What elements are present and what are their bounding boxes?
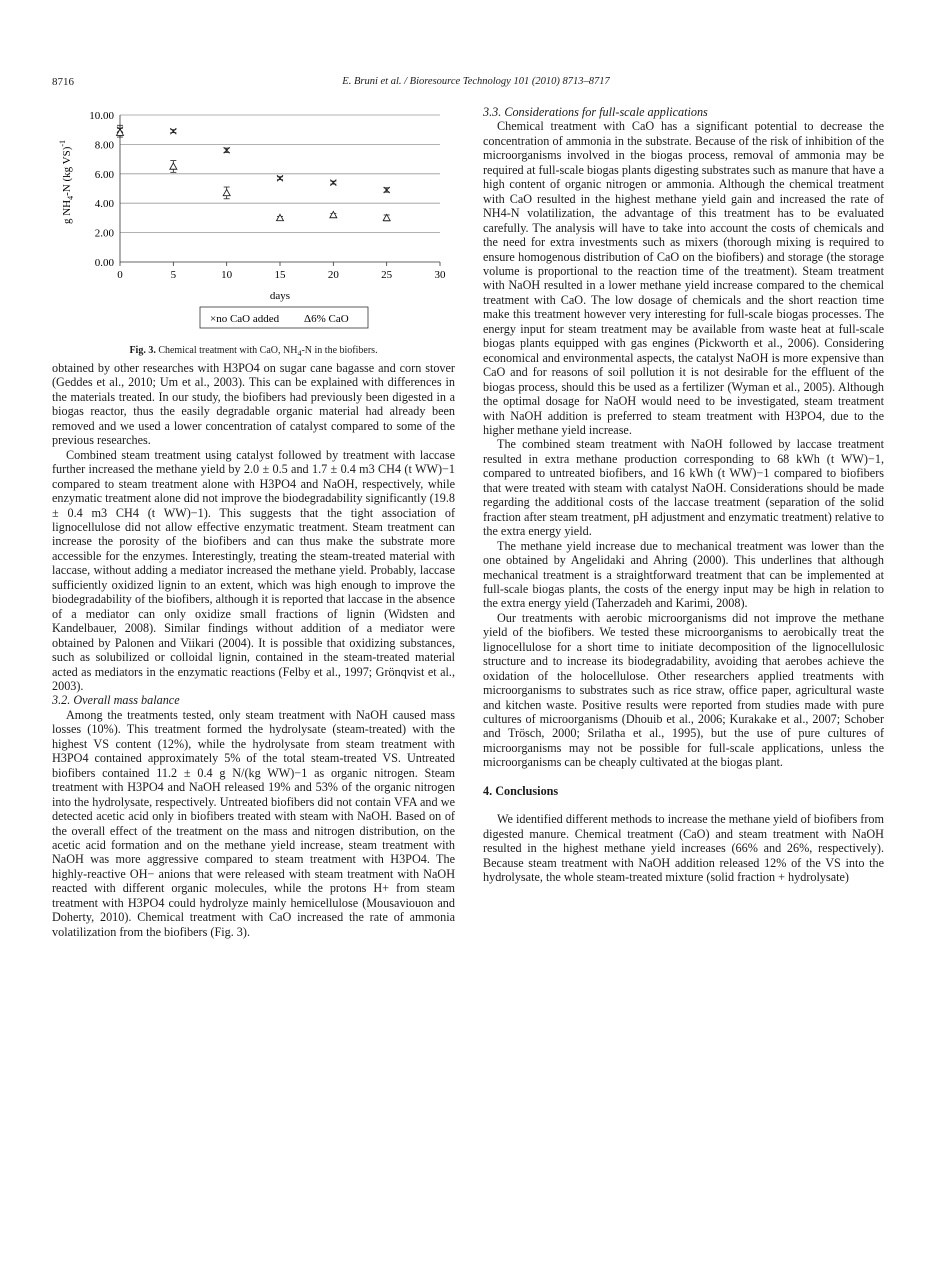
- figure-caption: [52, 345, 455, 356]
- page-number: 8716: [52, 76, 74, 88]
- point-x-4: [330, 180, 336, 186]
- caption-subscript: 4: [297, 349, 302, 358]
- x-tick-label-5: 25: [381, 269, 393, 281]
- y-tick-label-3: 6.00: [94, 168, 114, 181]
- figure-caption-label: Fig. 3.: [129, 345, 156, 356]
- point-triangle-1: [170, 163, 177, 169]
- right-paragraph-1: Chemical treatment with CaO has a significant potential to decrease the concentration of ammonia in the substrate. Because of the risk of inhibition of the microorganisms involved in the biogas process, removal of ammonia may be required at full-scale biogas plants digesting substrates such as manure that have a high content of organic nitrogen or ammonia. Although the chemical treatment with CaO resulted in the highest methane yield gain and increased the rate of NH4-N volatilization, the advantage of this treatment has to be evaluated carefully. The analysis will have to take into account the costs of chemicals and the need for extra investments such as mixers (thorough mixing is required to ensure homogenous distribution of CaO on the biofibers) and storage (the storage volume is proportional to the reaction time of the treatment). Steam treatment with NaOH resulted in a lower methane yield increase compared to the chemical treatment with CaO. The low dosage of chemicals and the short reaction time make this treatment however very interesting for full-scale biogas processes. The energy input for steam treatment may be available from waste heat at full-scale biogas plants equipped with gas engines (Pickworth et al., 2006). Considering economical and environmental aspects, the catalyst NaOH is more expensive than CaO and for reasons of soil pollution it is not desirable for the effluent of the biogas process, should this be used as a fertilizer (Wyman et al., 2005). Although the optimal dosage for NaOH would need to be investigated, steam treatment with NaOH addition is preferred to steam treatment with H3PO4, due to the higher methane yield increase.: [483, 119, 884, 437]
- figure-3-chart: [52, 100, 455, 340]
- point-triangle-2: [223, 189, 230, 195]
- y-axis-label: g $NH_4-N$ (kg VS)$^{-1}$: [58, 139, 75, 225]
- x-tick-label-2: 10: [221, 269, 233, 281]
- point-triangle-4: [330, 211, 337, 217]
- y-tick-label-5: 10.00: [89, 110, 114, 122]
- figure-caption-text: Chemical treatment with CaO, NH: [155, 345, 298, 356]
- legend-entry-6pct-cao: Δ6% CaO: [304, 313, 349, 325]
- x-axis-label: days: [269, 290, 291, 302]
- journal-header: E. Bruni et al. / Bioresource Technology 101 (2010) 8713–8717: [342, 76, 610, 87]
- chart-grid: [120, 115, 440, 266]
- x-tick-label-6: 30: [434, 269, 446, 281]
- y-tick-labels: [89, 110, 114, 269]
- y-tick-label-4: 8.00: [94, 139, 114, 152]
- left-column: [52, 361, 455, 939]
- right-paragraph-2: The combined steam treatment with NaOH followed by laccase treatment resulted in extra methane production corresponding to 68 kWh (t WW)−1, compared to untreated biofibers, and 16 kWh (t WW)−1 compared to biofibers that were treated with steam with catalyst NaOH. Considerations should be made regarding the additional costs of the laccase treatment (separation of the solid fraction after steam treatment, pH adjustment and enzymatic treatment) relative to the extra energy yield.: [483, 437, 884, 539]
- left-paragraph-2: Combined steam treatment using catalyst followed by treatment with laccase further increased the methane yield by 2.0 ± 0.5 and 1.7 ± 0.4 m3 CH4 (t WW)−1 compared to steam treatment alone with H3PO4 and NaOH, respectively, while enzymatic treatment alone did not improve the biodegradability significantly (19.8 ± 0.4 m3 CH4 (t WW)−1). This suggests that the tight association of lignocellulose did not allow effective enzymatic treatment. Steam treatment can increase the porosity of the biofibers and can thus make the substrate more accessible for the enzymes. Interestingly, treating the steam-treated material with laccase, without adding a mediator increased the methane yield. Probably, laccase sufficiently oxidized lignin to an extent, which was high enough to improve the biodegradability of the biofibers, although it is reported that laccase in the absence of a mediator can only oxidize small fractions of lignin (Widsten and Kandelbauer, 2008). Similar findings without addition of a mediator were obtained by Palonen and Viikari (2004). It is possible that oxidizing substances, such as solubilized or colloidal lignin, contained in the steam-treated material acted as mediators in the enzymatic reactions (Felby et al., 1997; Grönqvist et al., 2003).: [52, 447, 455, 693]
- right-paragraph-5: We identified different methods to increase the methane yield of biofibers from digested manure. Chemical treatment (CaO) and steam treatment with NaOH resulted in the highest methane yield increases (66% and 26%, respectively). Because steam treatment with NaOH addition released 12% of the VS into the hydrolysate, the whole steam-treated mixture (solid fraction + hydrolysate): [483, 812, 884, 885]
- y-tick-label-0: 0.00: [94, 257, 114, 269]
- left-paragraph-1: obtained by other researches with H3PO4 on sugar cane bagasse and corn stover (Geddes et al., 2010; Um et al., 2003). This can be explained with differences in the materials treated. In our study, the biofibers had previously been digested in a biogas reactor, thus the easily degradable organic material had already been removed and we used a lower concentration of catalyst compared to some of the previous researches.: [52, 361, 455, 448]
- x-tick-label-1: 5: [170, 269, 177, 281]
- chart-marks: [117, 125, 391, 221]
- left-paragraph-3: Among the treatments tested, only steam treatment with NaOH caused mass losses (10%). This treatment formed the hydrolysate (steam-treated) with the highest VS content (12%), while the hydrolysate from steam treatment with H3PO4 contained approximately 5% of the total steam-treated VS. Untreated biofibers contained 11.2 ± 0.4 g N/(kg WW)−1 as organic nitrogen. Steam treatment with H3PO4 and NaOH released 19% and 53% of the organic nitrogen into the hydrolysate, respectively. Untreated biofibers did not contain VFA and we detected acetic acid only in biofibers treated with steam with NaOH. Based on of the overall effect of the treatment on the mass and nitrogen distribution, on the acetic acid formation and on the methane yield increase, steam treatment with NaOH was more aggressive compared to steam treatment with H3PO4. The highly-reactive OH− anions that were released with steam treatment with NaOH reacted with different organic molecules, while the protons H+ from steam treatment with H3PO4 could hydrolyze mainly hemicellulose (Mousaviouon and Doherty, 2010). Chemical treatment with CaO increased the rate of ammonia volatilization from the biofibers (Fig. 3).: [52, 707, 455, 939]
- x-tick-label-0: 0: [117, 269, 123, 281]
- right-paragraph-3: The methane yield increase due to mechanical treatment was lower than the one obtained by Angelidaki and Ahring (2000). This underlines that although mechanical treatment is a straightforward treatment that can be implemented at full-scale biogas plants, the costs of the energy input may be high in relation to the extra energy yield (Taherzadeh and Karimi, 2008).: [483, 538, 884, 611]
- chart-legend: [200, 307, 368, 328]
- right-paragraph-4: Our treatments with aerobic microorganisms did not improve the methane yield of the biofibers. We tested these microorganisms to aerobically treat the lignocellulose for a short time to initiate decomposition of the lignocellulosic structure and to increase its biodegradability, avoiding that aerobes achieve the oxidation of the holocellulose. Other researchers applied treatments with microorganisms to substrates such as rice straw, office paper, agricultural waste and kitchen waste. Positive results were reported from studies made with pure cultures of microorganisms (Dhouib et al., 2006; Kurakake et al., 2007; Schober and Trösch, 2000; Srilatha et al., 1995), but the use of pure cultures of microorganisms may not be possible for full-scale applications, unless the microorganisms can be cheaply cultivated at the biogas plant.: [483, 610, 884, 770]
- y-tick-label-1: 2.00: [94, 227, 114, 240]
- section-3-2-heading: 3.2. Overall mass balance: [52, 693, 180, 708]
- x-tick-labels: [117, 269, 446, 281]
- right-column: [483, 105, 884, 885]
- y-tick-label-2: 4.00: [94, 198, 114, 211]
- point-triangle-3: [277, 214, 284, 220]
- section-3-3-heading: 3.3. Considerations for full-scale applications: [483, 105, 708, 119]
- point-x-3: [277, 175, 283, 181]
- section-4-heading: 4. Conclusions: [483, 783, 559, 798]
- x-tick-label-4: 20: [327, 269, 339, 281]
- x-tick-label-3: 15: [274, 269, 286, 281]
- legend-entry-no-cao: ×no CaO added: [210, 313, 280, 325]
- point-x-1: [170, 128, 176, 134]
- caption-tail: -N in the biofibers.: [301, 345, 378, 356]
